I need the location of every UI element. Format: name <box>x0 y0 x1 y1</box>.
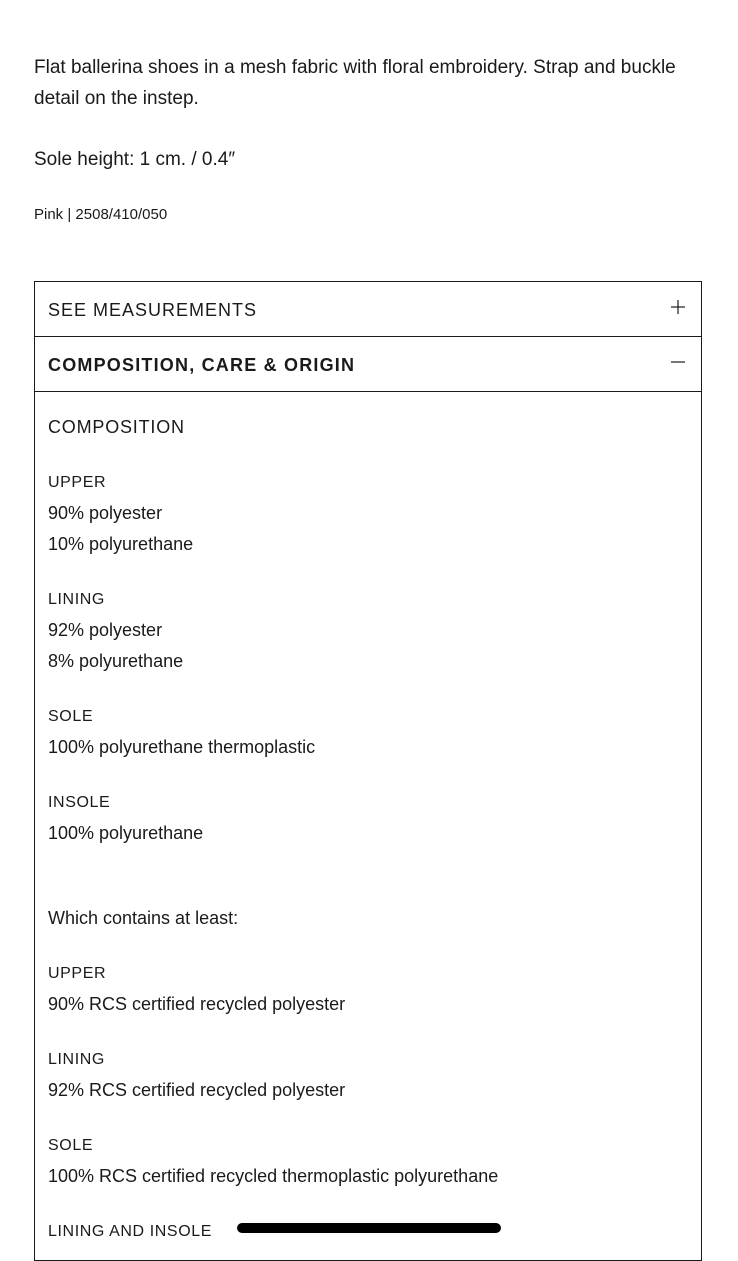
group-label: INSOLE <box>48 794 111 811</box>
group-line: 100% polyurethane <box>48 823 204 843</box>
group-line: 90% polyester <box>48 503 163 523</box>
product-description: Flat ballerina shoes in a mesh fabric with floral embroidery. Strap and buckle detail on the instep. <box>34 57 676 109</box>
recycled-group-line: 90% RCS certified recycled polyester <box>48 994 346 1014</box>
accordion-composition-care-origin[interactable] <box>35 337 701 392</box>
plus-icon <box>671 300 685 314</box>
recycled-group-label: SOLE <box>48 1137 94 1154</box>
home-indicator[interactable] <box>237 1223 501 1233</box>
contains-title: Which contains at least: <box>48 908 239 928</box>
recycled-group-label: UPPER <box>48 965 107 982</box>
sole-height: Sole height: 1 cm. / 0.4″ <box>34 149 236 170</box>
recycled-group-label: LINING AND INSOLE <box>48 1223 213 1240</box>
composition-care-origin-title: COMPOSITION, CARE & ORIGIN <box>48 355 356 375</box>
details-accordion <box>34 281 702 1261</box>
recycled-group-line: 92% RCS certified recycled polyester <box>48 1080 346 1100</box>
recycled-group-line: 100% RCS certified recycled thermoplastic polyurethane <box>48 1166 499 1186</box>
accordion-see-measurements[interactable] <box>35 282 701 337</box>
group-line: 92% polyester <box>48 620 163 640</box>
group-line: 10% polyurethane <box>48 534 194 554</box>
group-label: LINING <box>48 591 105 608</box>
group-label: UPPER <box>48 474 107 491</box>
recycled-group-label: LINING <box>48 1051 105 1068</box>
minus-icon <box>671 355 685 369</box>
see-measurements-title: SEE MEASUREMENTS <box>48 300 258 320</box>
group-line: 8% polyurethane <box>48 651 184 671</box>
color-reference: Pink | 2508/410/050 <box>34 206 168 223</box>
group-line: 100% polyurethane thermoplastic <box>48 737 316 757</box>
group-label: SOLE <box>48 708 94 725</box>
composition-section-title: COMPOSITION <box>48 417 185 437</box>
